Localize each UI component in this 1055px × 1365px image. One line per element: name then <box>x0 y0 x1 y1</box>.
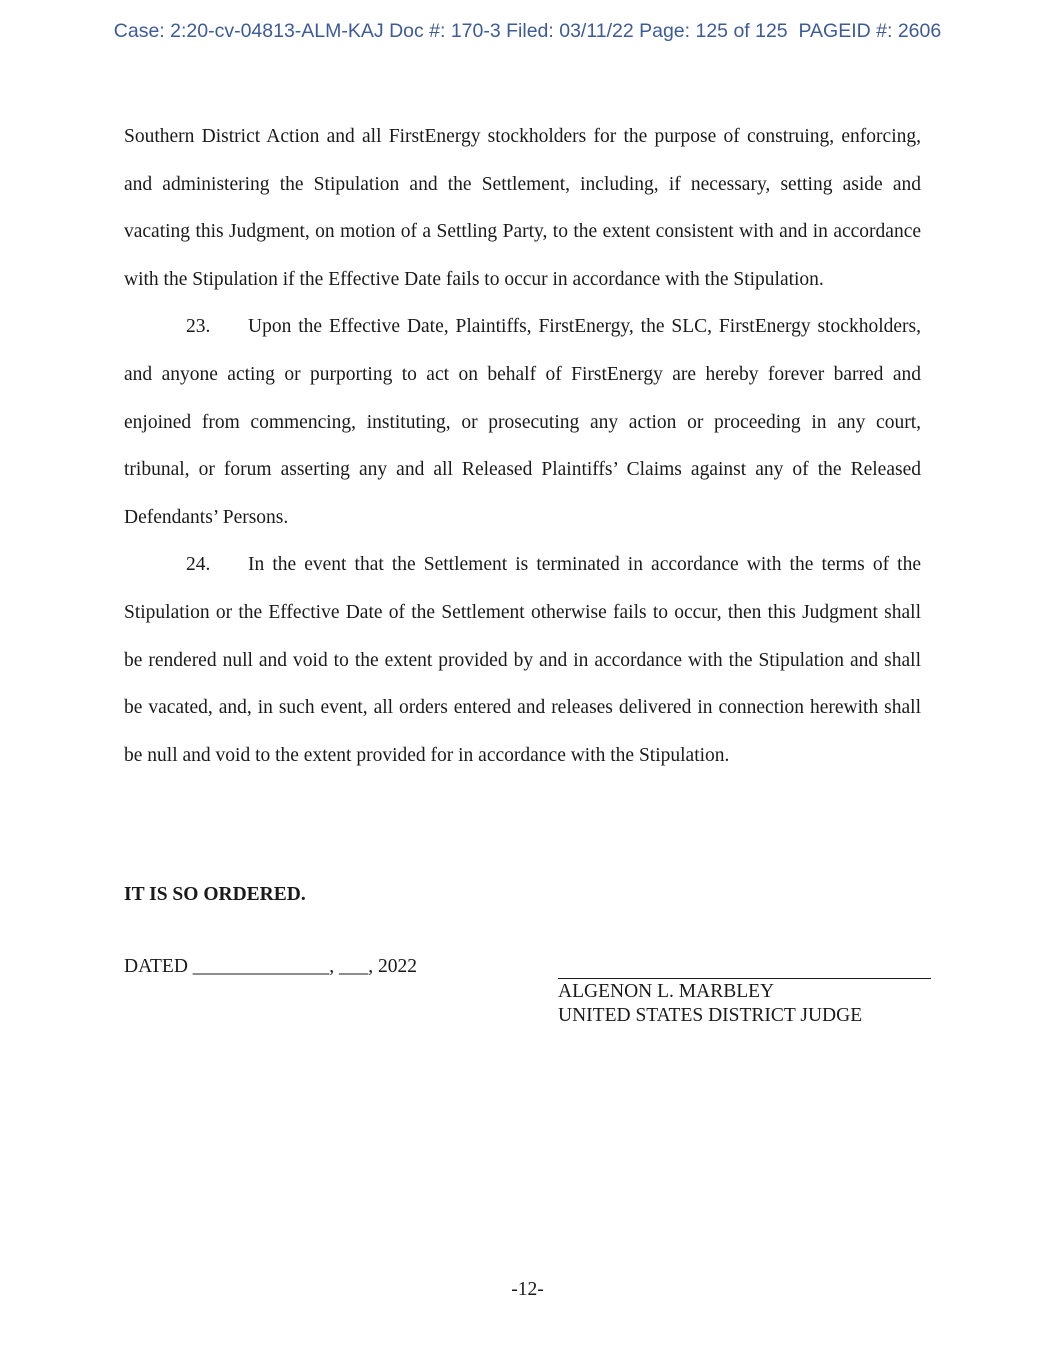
judge-signature-block <box>558 980 862 1028</box>
page-number: -12- <box>511 1279 544 1300</box>
judge-name: ALGENON L. MARBLEY <box>558 981 775 1002</box>
document-body <box>124 113 921 779</box>
paragraph-continuation: Southern District Action and all FirstEnergy stockholders for the purpose of construing, enforcing, and administering the Stipulation and the Settlement, including, if necessary, setting aside and vacating this Judgment, on motion of a Settling Party, to the extent consistent with and in accordance with the Stipulation if the Effective Date fails to occur in accordance with the Stipulation. <box>124 126 921 290</box>
order-heading: IT IS SO ORDERED. <box>124 884 306 905</box>
signature-line <box>558 978 931 979</box>
dated-line: DATED ______________, ___, 2022 <box>124 956 418 977</box>
paragraph-24 <box>124 541 921 779</box>
paragraph-23 <box>124 303 921 541</box>
paragraph-23-text: Upon the Effective Date, Plaintiffs, FirstEnergy, the SLC, FirstEnergy stockholders, and anyone acting or purporting to act on behalf of FirstEnergy are hereby forever barred and enjoined from commencing, instituting, or prosecuting any action or proceeding in any court, tribunal, or forum asserting any and all Released Plaintiffs’ Claims against any of the Released Defendants’ Persons. <box>124 316 921 528</box>
paragraph-23-number: 23. <box>186 316 211 338</box>
case-header-stamp: Case: 2:20-cv-04813-ALM-KAJ Doc #: 170-3 Filed: 03/11/22 Page: 125 of 125 PAGEID #: 2606 <box>113 20 942 42</box>
paragraph-24-text: In the event that the Settlement is terminated in accordance with the terms of the Stipulation or the Effective Date of the Settlement otherwise fails to occur, then this Judgment shall be rendered null and void to the extent provided by and in accordance with the Stipulation and shall be vacated, and, in such event, all orders entered and releases delivered in connection herewith shall be null and void to the extent provided for in accordance with the Stipulation. <box>124 554 921 766</box>
paragraph-24-number: 24. <box>186 554 211 576</box>
judge-title: UNITED STATES DISTRICT JUDGE <box>558 1005 863 1026</box>
